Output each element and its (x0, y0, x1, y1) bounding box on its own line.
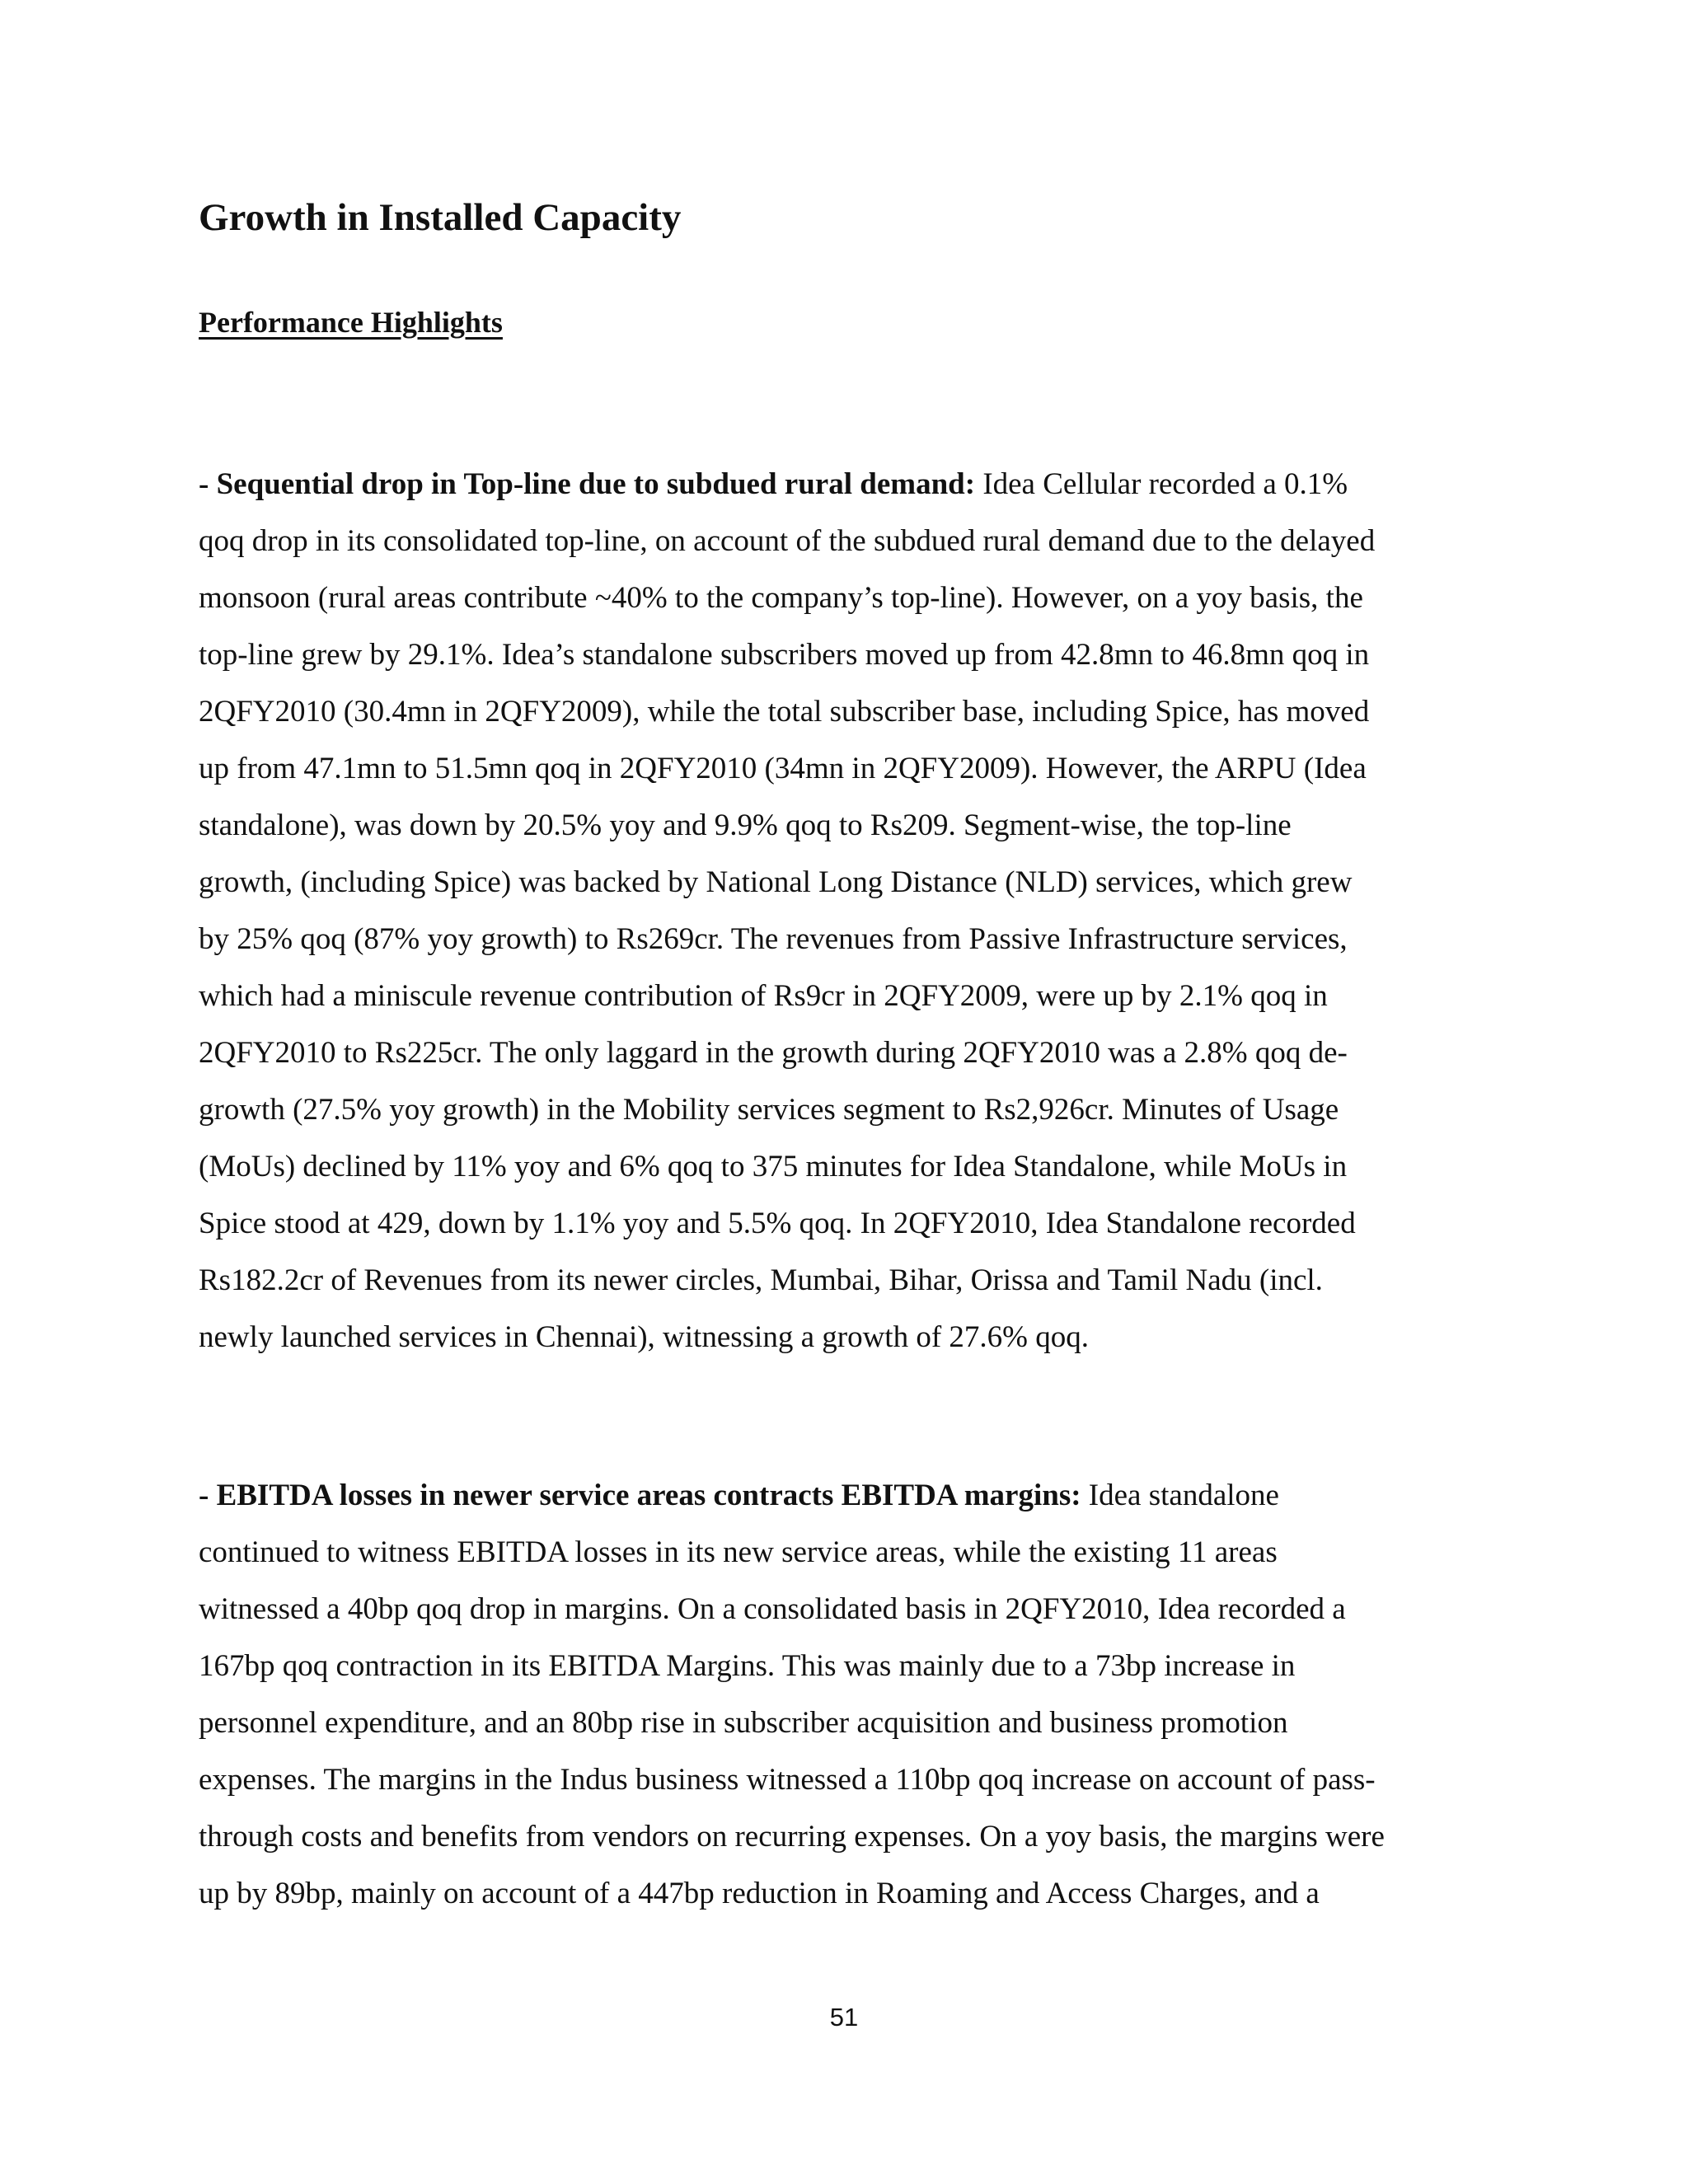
paragraph-line: up from 47.1mn to 51.5mn qoq in 2QFY2010 (34mn in 2QFY2009). However, the ARPU (Idea (199, 752, 1367, 785)
paragraph-line: 2QFY2010 (30.4mn in 2QFY2009), while the total subscriber base, including Spice, has moved (199, 695, 1370, 729)
paragraph-line: top-line grew by 29.1%. Idea’s standalone subscribers moved up from 42.8mn to 46.8mn qoq in (199, 638, 1370, 672)
paragraph-line: by 25% qoq (87% yoy growth) to Rs269cr. The revenues from Passive Infrastructure services, (199, 922, 1348, 956)
page-title: Growth in Installed Capacity (199, 196, 682, 239)
paragraph-line: personnel expenditure, and an 80bp rise in subscriber acquisition and business promotion (199, 1706, 1288, 1740)
paragraph-line: up by 89bp, mainly on account of a 447bp reduction in Roaming and Access Charges, and a (199, 1877, 1320, 1910)
page-number: 51 (829, 2003, 859, 2032)
paragraph-line: qoq drop in its consolidated top-line, on account of the subdued rural demand due to the delayed (199, 524, 1376, 558)
paragraph-line: standalone), was down by 20.5% yoy and 9.9% qoq to Rs209. Segment-wise, the top-line (199, 808, 1292, 842)
paragraph-line (199, 456, 1489, 513)
paragraph-line: (MoUs) declined by 11% yoy and 6% qoq to 375 minutes for Idea Standalone, while MoUs in (199, 1150, 1348, 1183)
paragraph-line: growth (27.5% yoy growth) in the Mobility services segment to Rs2,926cr. Minutes of Usage (199, 1093, 1339, 1127)
paragraph-line: Rs182.2cr of Revenues from its newer circles, Mumbai, Bihar, Orissa and Tamil Nadu (incl. (199, 1263, 1323, 1297)
paragraph-topline (199, 456, 1489, 1366)
paragraph-lead: - EBITDA losses in newer service areas contracts EBITDA margins: (199, 1479, 1081, 1512)
paragraph-line: newly launched services in Chennai), witnessing a growth of 27.6% qoq. (199, 1320, 1089, 1354)
paragraph-line: monsoon (rural areas contribute ~40% to the company’s top-line). However, on a yoy basis, the (199, 581, 1363, 615)
paragraph-line: 2QFY2010 to Rs225cr. The only laggard in the growth during 2QFY2010 was a 2.8% qoq de- (199, 1036, 1348, 1070)
paragraph-line: witnessed a 40bp qoq drop in margins. On a consolidated basis in 2QFY2010, Idea recorded a (199, 1592, 1346, 1626)
paragraph-line: 167bp qoq contraction in its EBITDA Margins. This was mainly due to a 73bp increase in (199, 1649, 1296, 1683)
paragraph-line: continued to witness EBITDA losses in its new service areas, while the existing 11 areas (199, 1535, 1278, 1569)
paragraph-ebitda (199, 1467, 1489, 1922)
paragraph-line: expenses. The margins in the Indus business witnessed a 110bp qoq increase on account of pass- (199, 1763, 1376, 1797)
paragraph-lead: - Sequential drop in Top-line due to subdued rural demand: (199, 467, 976, 501)
paragraph-text: Idea Cellular recorded a 0.1% (975, 467, 1348, 501)
paragraph-line: which had a miniscule revenue contribution of Rs9cr in 2QFY2009, were up by 2.1% qoq in (199, 979, 1328, 1013)
section-heading: Performance Highlights (199, 306, 503, 339)
paragraph-line (199, 1467, 1489, 1524)
paragraph-line: through costs and benefits from vendors on recurring expenses. On a yoy basis, the margins were (199, 1820, 1385, 1854)
paragraph-text: Idea standalone (1081, 1479, 1279, 1512)
paragraph-line: Spice stood at 429, down by 1.1% yoy and 5.5% qoq. In 2QFY2010, Idea Standalone recorded (199, 1207, 1356, 1240)
paragraph-line: growth, (including Spice) was backed by National Long Distance (NLD) services, which grew (199, 865, 1353, 899)
